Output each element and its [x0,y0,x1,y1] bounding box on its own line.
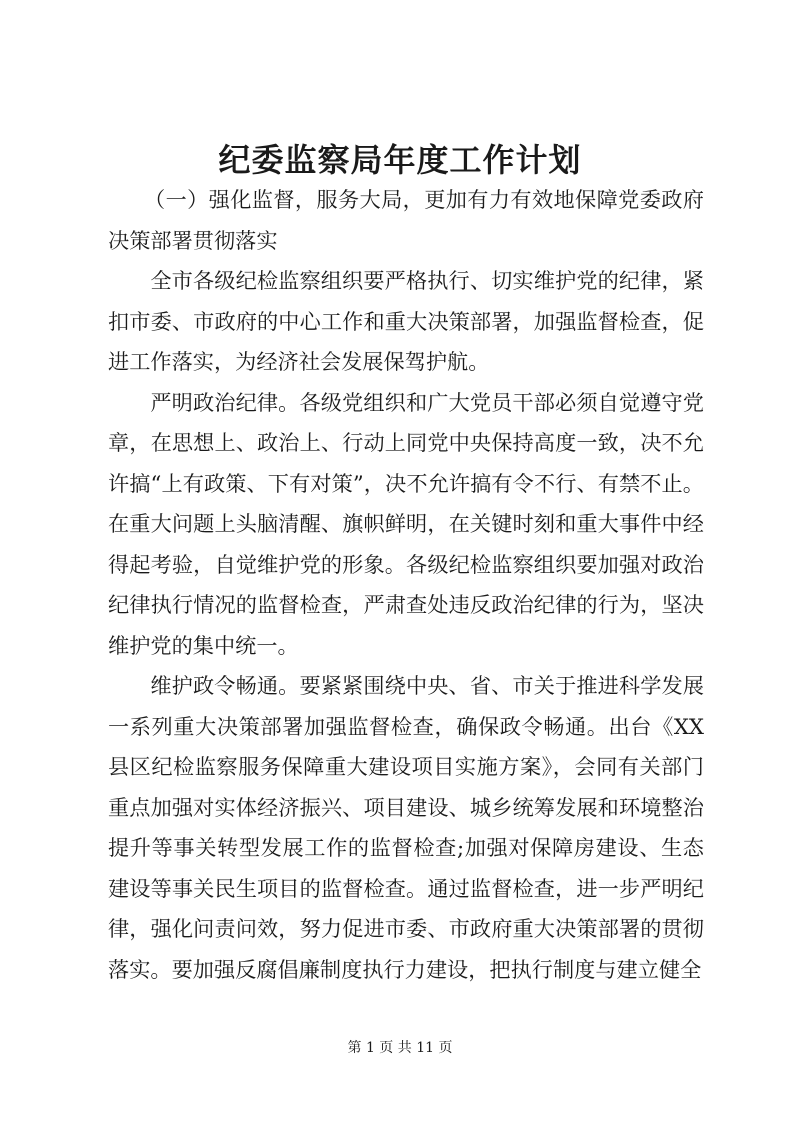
paragraph: 严明政治纪律。各级党组织和广大党员干部必须自觉遵守党章，在思想上、政治上、行动上同党中央保持高度一致，决不允许搞“上有政策、下有对策”，决不允许搞有令不行、有禁不止。在重大问题上头脑清醒、旗帜鲜明，在关键时刻和重大事件中经得起考验，自觉维护党的形象。各级纪检监察组织要加强对政治纪律执行情况的监督检查，严肃查处违反政治纪律的行为，坚决维护党的集中统一。 [108,389,704,658]
paragraph: 维护政令畅通。要紧紧围绕中央、省、市关于推进科学发展一系列重大决策部署加强监督检查，确保政令畅通。出台《XX县区纪检监察服务保障重大建设项目实施方案》，会同有关部门重点加强对实体经济振兴、项目建设、城乡统筹发展和环境整治提升等事关转型发展工作的监督检查;加强对保障房建设、生态建设等事关民生项目的监督检查。通过监督检查，进一步严明纪律，强化问责问效，努力促进市委、市政府重大决策部署的贯彻落实。要加强反腐倡廉制度执行力建设，把执行制度与建立健全 [108,673,704,982]
section-heading: （一）强化监督，服务大局，更加有力有效地保障党委政府决策部署贯彻落实 [108,187,704,253]
page-number-footer: 第 1 页 共 11 页 [347,1040,453,1056]
paragraph: 全市各级纪检监察组织要严格执行、切实维护党的纪律，紧扣市委、市政府的中心工作和重大决策部署，加强监督检查，促进工作落实，为经济社会发展保驾护航。 [108,268,704,374]
document-title: 纪委监察局年度工作计划 [218,141,582,179]
document-body [108,180,704,990]
